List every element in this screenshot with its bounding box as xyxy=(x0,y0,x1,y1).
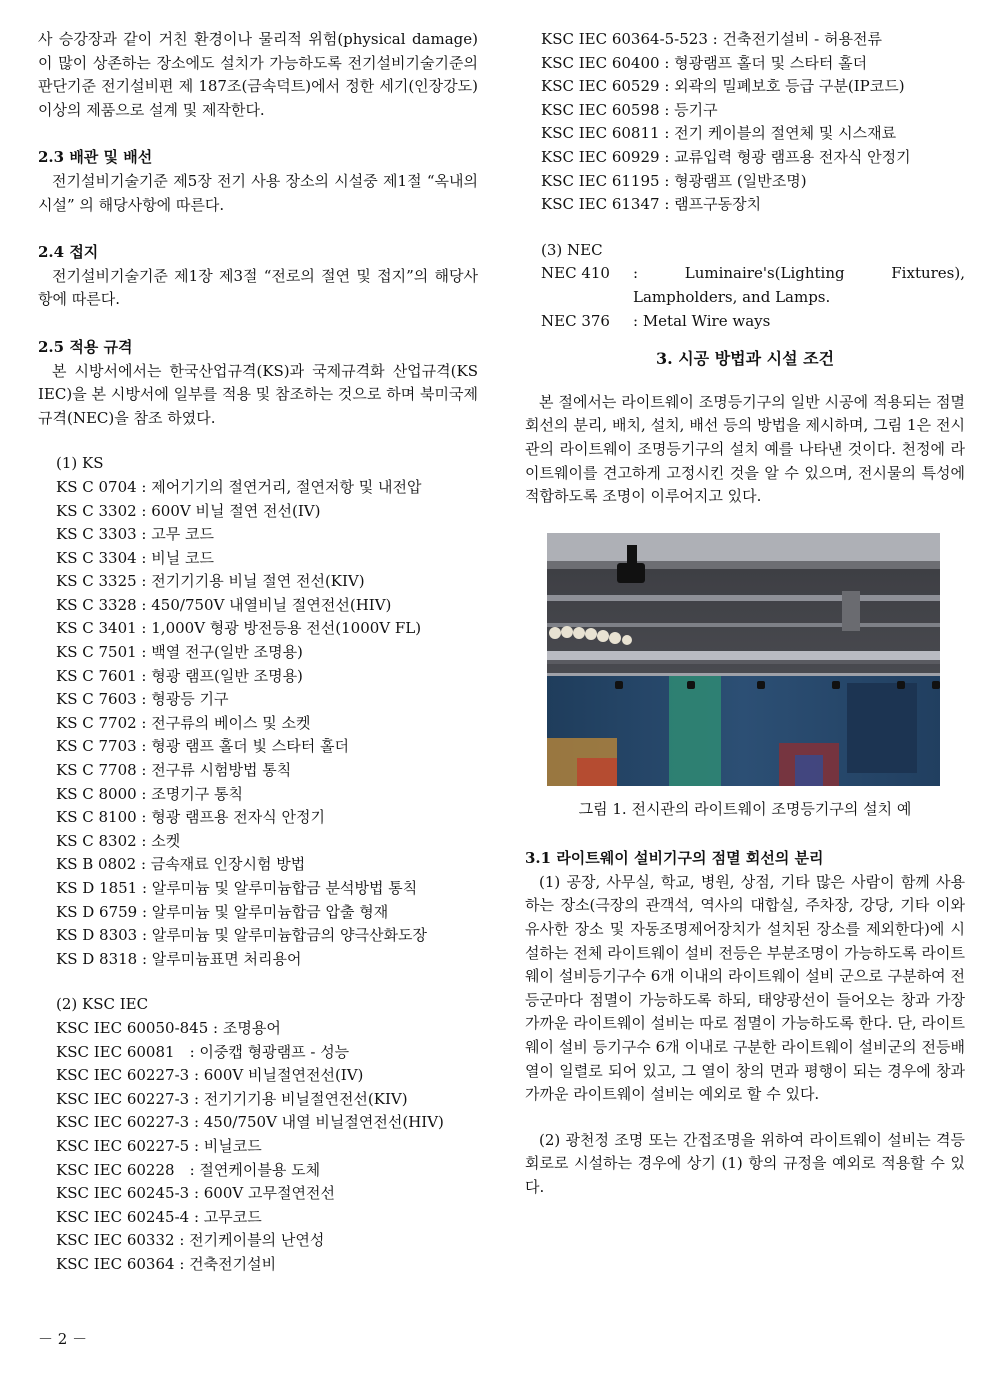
list-item: KSC IEC 60332 : 전기케이블의 난연성 xyxy=(56,1231,325,1250)
section-2-3-heading: 2.3 배관 및 배선 xyxy=(38,148,153,167)
list-item: KS C 0704 : 제어기기의 절연거리, 절연저항 및 내전압 xyxy=(56,477,422,496)
list-item: KS C 7708 : 전구류 시험방법 통칙 xyxy=(56,761,292,780)
list-item: KS C 7702 : 전구류의 베이스 및 소켓 xyxy=(56,713,311,732)
list-item: KS C 3325 : 전기기기용 비닐 절연 전선(KIV) xyxy=(56,572,365,591)
figure-1-photo xyxy=(547,533,940,786)
section-2-4-heading: 2.4 접지 xyxy=(38,243,99,262)
list-item: KSC IEC 60227-3 : 600V 비닐절연전선(IV) xyxy=(56,1066,364,1085)
list-item: KSC IEC 60227-5 : 비닐코드 xyxy=(56,1136,262,1155)
section-3-body: 본 절에서는 라이트웨이 조명등기구의 일반 시공에 적용되는 점멸회선의 분리, 배치, 설치, 배선 등의 방법을 제시하며, 그림 1은 전시관의 라이트웨이 조명등기구의 설치 예를 나타낸 것이다. 천정에 라이트웨이를 견고하게 고정시킨 것을 알 수 있으며, 전시물의 특성에 적합하도록 조명이 이루어지고 있다. xyxy=(525,392,965,506)
ksc-iec-list-continued xyxy=(525,28,965,217)
list-item: KS D 1851 : 알루미늄 및 알루미늄합금 분석방법 통칙 xyxy=(56,879,418,897)
section-3-1-heading: 3.1 라이트웨이 설비기구의 점멸 회선의 분리 xyxy=(525,849,824,868)
list-item: KSC IEC 60929 : 교류입력 형광 램프용 전자식 안정기 xyxy=(541,147,911,166)
nec-text: : Luminaire's(Lighting Fixtures), Lampholders, and Lamps. xyxy=(633,264,965,306)
list-item: KSC IEC 60400 : 형광램프 홀더 및 스타터 홀더 xyxy=(541,53,868,72)
list-item xyxy=(541,262,965,309)
section-3-1-paragraph-1: (1) 공장, 사무실, 학교, 병원, 상점, 기타 많은 사람이 함께 사용하는 장소(극장의 관객석, 역사의 대합실, 주차장, 강당, 기타 이와 유사한 장소 및 자동조명제어장치가 설치된 장소를 제외한다)에 시설하는 전체 라이트웨이 설비 전등은 부분조명이 가능하도록 라이트웨이 설비등기구수 6개 이내의 라이트웨이 설비 군으로 구분하여 전등군마다 점멸이 가능하도록 하되, 태양광선이 들어오는 창과 가장 가까운 라이트웨이 설비는 따로 점멸이 가능하도록 한다. 단, 라이트웨이 설비 등기구수 6개 이내로 구분한 라이트웨이 설비군의 전등배열이 일렬로 되어 있고, 그 열이 창의 면과 평행이 되는 경우에 창과 가까운 라이트웨이 설비는 예외로 할 수 있다. xyxy=(525,872,965,1104)
nec-code: NEC 410 xyxy=(541,264,610,283)
nec-list-title: (3) NEC xyxy=(541,240,603,259)
right-column xyxy=(525,28,965,1200)
list-item: KSC IEC 60081 : 이중캡 형광램프 - 성능 xyxy=(56,1042,350,1061)
list-item: KSC IEC 60529 : 외곽의 밀폐보호 등급 구분(IP코드) xyxy=(541,77,905,96)
list-item: KS C 7703 : 형광 램프 홀더 빛 스타터 홀더 xyxy=(56,737,349,756)
list-item: KS B 0802 : 금속재료 인장시험 방법 xyxy=(56,855,306,874)
list-item: KSC IEC 60364 : 건축전기설비 xyxy=(56,1254,277,1273)
ks-list xyxy=(38,452,478,971)
list-item: KS C 7603 : 형광등 기구 xyxy=(56,690,229,709)
section-2-3-body: 전기설비기술기준 제5장 전기 사용 장소의 시설중 제1절 “옥내의 시설” 의 해당사항에 따른다. xyxy=(38,171,478,214)
list-item: KS C 3328 : 450/750V 내열비닐 절연전선(HIV) xyxy=(56,595,392,614)
list-item: KS C 8302 : 소켓 xyxy=(56,831,181,850)
list-item: KS C 3304 : 비닐 코드 xyxy=(56,548,214,567)
section-2-5-body: 본 시방서에서는 한국산업규격(KS)과 국제규격화 산업규격(KS IEC)을 본 시방서에 일부를 적용 및 참조하는 것으로 하며 북미국제규격(NEC)을 참조 하였다. xyxy=(38,361,478,427)
list-item: KSC IEC 60227-3 : 전기기기용 비닐절연전선(KIV) xyxy=(56,1089,408,1108)
list-item: KS C 7501 : 백열 전구(일반 조명용) xyxy=(56,643,303,662)
ksc-iec-list xyxy=(38,993,478,1276)
list-item: KSC IEC 60245-3 : 600V 고무절연전선 xyxy=(56,1184,335,1203)
list-item: KSC IEC 60364-5-523 : 건축전기설비 - 허용전류 xyxy=(541,30,882,48)
section-2-5-heading: 2.5 적용 규격 xyxy=(38,337,133,356)
list-item: KSC IEC 60598 : 등기구 xyxy=(541,100,718,119)
left-column xyxy=(38,28,478,1277)
nec-list xyxy=(525,239,965,333)
nec-text: : Metal Wire ways xyxy=(633,311,771,330)
list-item: KS C 8000 : 조명기구 통칙 xyxy=(56,784,243,803)
ksc-iec-list-title: (2) KSC IEC xyxy=(56,995,149,1014)
list-item: KSC IEC 60245-4 : 고무코드 xyxy=(56,1207,262,1226)
list-item: KS D 8303 : 알루미늄 및 알루미늄합금의 양극산화도장 xyxy=(56,926,427,945)
section-3-1-paragraph-2: (2) 광천정 조명 또는 간접조명을 위하여 라이트웨이 설비는 격등 회로로 시설하는 경우에 상기 (1) 항의 규정을 예외로 적용할 수 있다. xyxy=(525,1130,965,1196)
section-3-heading: 3. 시공 방법과 시설 조건 xyxy=(655,349,835,369)
list-item: KSC IEC 60050-845 : 조명용어 xyxy=(56,1018,281,1037)
list-item: KS C 7601 : 형광 램프(일반 조명용) xyxy=(56,666,303,685)
list-item: KSC IEC 60227-3 : 450/750V 내열 비닐절연전선(HIV) xyxy=(56,1113,444,1132)
nec-code: NEC 376 xyxy=(541,311,610,330)
page-number: － 2 － xyxy=(38,1330,88,1348)
list-item: KS C 3401 : 1,000V 형광 방전등용 전선(1000V FL) xyxy=(56,619,422,638)
list-item xyxy=(541,310,965,334)
lightway-installation-photo xyxy=(547,533,940,786)
list-item: KS C 3302 : 600V 비닐 절연 전선(IV) xyxy=(56,501,321,520)
list-item: KS C 8100 : 형광 램프용 전자식 안정기 xyxy=(56,808,325,827)
list-item: KSC IEC 60228 : 절연케이블용 도체 xyxy=(56,1160,321,1179)
ks-list-title: (1) KS xyxy=(56,454,104,473)
figure-1-caption: 그림 1. 전시관의 라이트웨이 조명등기구의 설치 예 xyxy=(578,799,912,818)
list-item: KS C 3303 : 고무 코드 xyxy=(56,525,214,544)
intro-paragraph: 사 승강장과 같이 거친 환경이나 물리적 위험(physical damage)이 많이 상존하는 장소에도 설치가 가능하도록 전기설비기술기준의 판단기준 전기설비편 제 187조(금속덕트)에서 정한 세기(인장강도) 이상의 제품으로 설계 및 제작한다. xyxy=(38,30,478,119)
list-item: KSC IEC 61195 : 형광램프 (일반조명) xyxy=(541,171,807,190)
section-2-4-body: 전기설비기술기준 제1장 제3절 “전로의 절연 및 접지”의 해당사항에 따른다. xyxy=(38,266,478,309)
list-item: KSC IEC 60811 : 전기 케이블의 절연체 및 시스재료 xyxy=(541,124,897,143)
list-item: KSC IEC 61347 : 램프구동장치 xyxy=(541,195,762,214)
list-item: KS D 6759 : 알루미늄 및 알루미늄합금 압출 형재 xyxy=(56,902,389,921)
list-item: KS D 8318 : 알루미늄표면 처리용어 xyxy=(56,949,302,968)
